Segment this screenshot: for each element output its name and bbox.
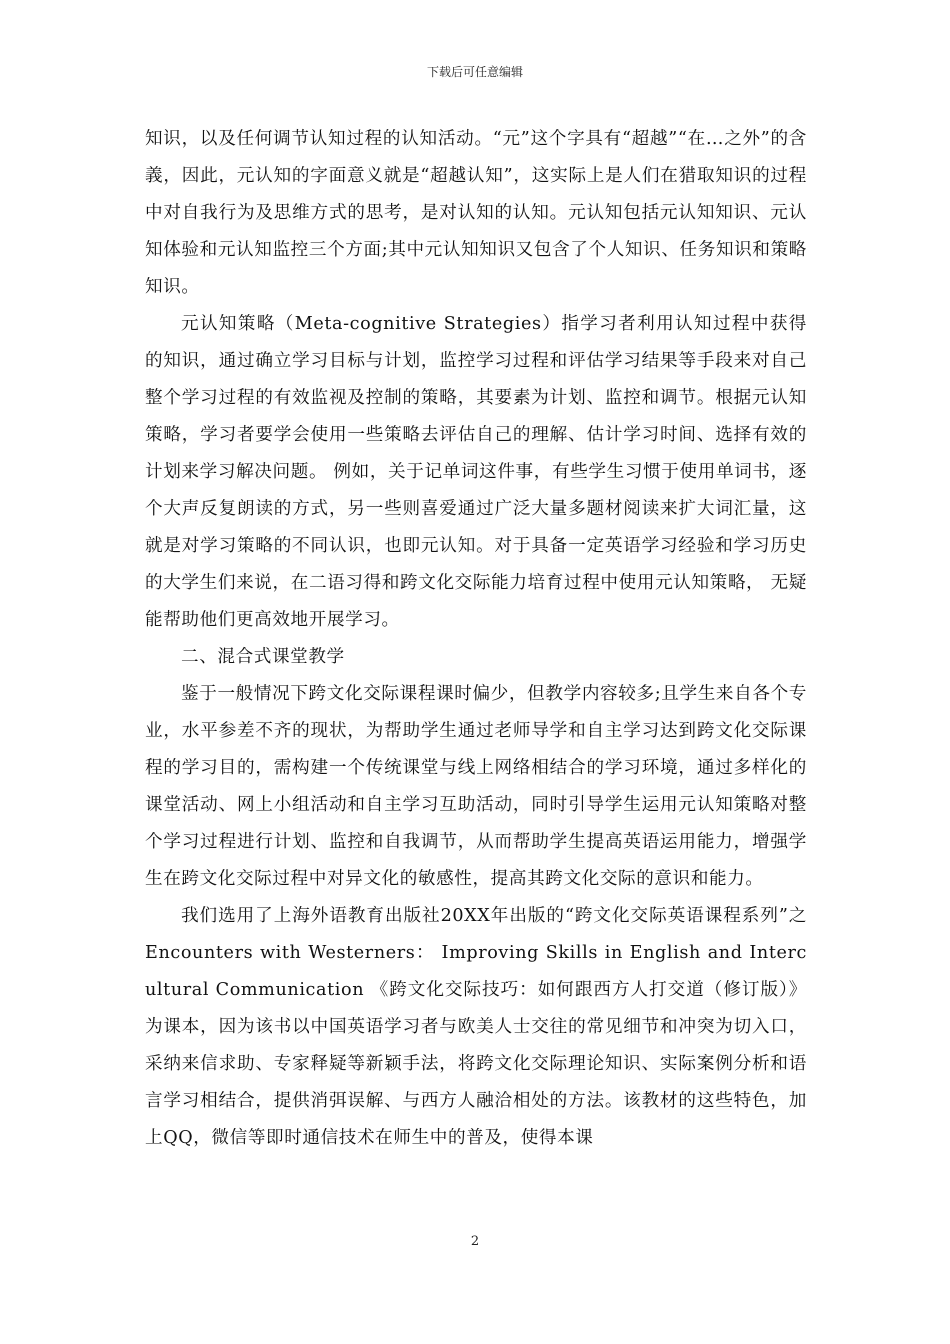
page-number: 2 bbox=[470, 1234, 480, 1249]
paragraph-textbook-selection: 我们选用了上海外语教育出版社20XX年出版的“跨文化交际英语课程系列”之Encounters with Westerners： Improving Skills in English and Intercultural Communication 《跨文化交际技巧：如何跟西方人打交道（修订版）》为课本，因为该书以中国英语学习者与欧美人士交往的常见细节和冲突为切入口，采纳来信求助、专家释疑等新颖手法，将跨文化交际理论知识、实际案例分析和语言学习相结合，提供消弭误解、与西方人融洽相处的方法。该教材的这些特色，加上QQ，微信等即时通信技术在师生中的普及，使得本课 bbox=[145, 906, 807, 1148]
paragraph-blended-classroom: 鉴于一般情况下跨文化交际课程课时偏少，但教学内容较多;且学生来自各个专业，水平参差不齐的现状，为帮助学生通过老师导学和自主学习达到跨文化交际课程的学习目的，需构建一个传统课堂与线上网络相结合的学习环境，通过多样化的课堂活动、网上小组活动和自主学习互助活动，同时引导学生运用元认知策略对整个学习过程进行计划、监控和自我调节，从而帮助学生提高英语运用能力，增强学生在跨文化交际过程中对异文化的敏感性，提高其跨文化交际的意识和能力。 bbox=[145, 684, 807, 889]
paragraph-metacognition-definition: 知识，以及任何调节认知过程的认知活动。“元”这个字具有“超越”“在…之外”的含義，因此，元认知的字面意义就是“超越认知”，这实际上是人们在猎取知识的过程中对自我行为及思维方式的思考，是对认知的认知。元认知包括元认知知识、元认知体验和元认知监控三个方面;其中元认知知识又包含了个人知识、任务知识和策略知识。 bbox=[145, 129, 807, 297]
page-header: 下载后可任意编辑 bbox=[426, 65, 523, 79]
section-heading-blended-teaching: 二、混合式课堂教学 bbox=[181, 647, 345, 667]
paragraph-metacognitive-strategies: 元认知策略（Meta-cognitive Strategies）指学习者利用认知过程中获得的知识，通过确立学习目标与计划，监控学习过程和评估学习结果等手段来对自己整个学习过程的有效监视及控制的策略，其要素为计划、监控和调节。根据元认知策略，学习者要学会使用一些策略去评估自己的理解、估计学习时间、选择有效的计划来学习解决问题。 例如，关于记单词这件事，有些学生习惯于使用单词书，逐个大声反复朗读的方式，另一些则喜爱通过广泛大量多题材阅读来扩大词汇量，这就是对学习策略的不同认识，也即元认知。对于具备一定英语学习经验和学习历史的大学生们来说，在二语习得和跨文化交际能力培育过程中使用元认知策略， 无疑能帮助他们更高效地开展学习。 bbox=[145, 314, 807, 630]
document-body bbox=[145, 121, 807, 1157]
